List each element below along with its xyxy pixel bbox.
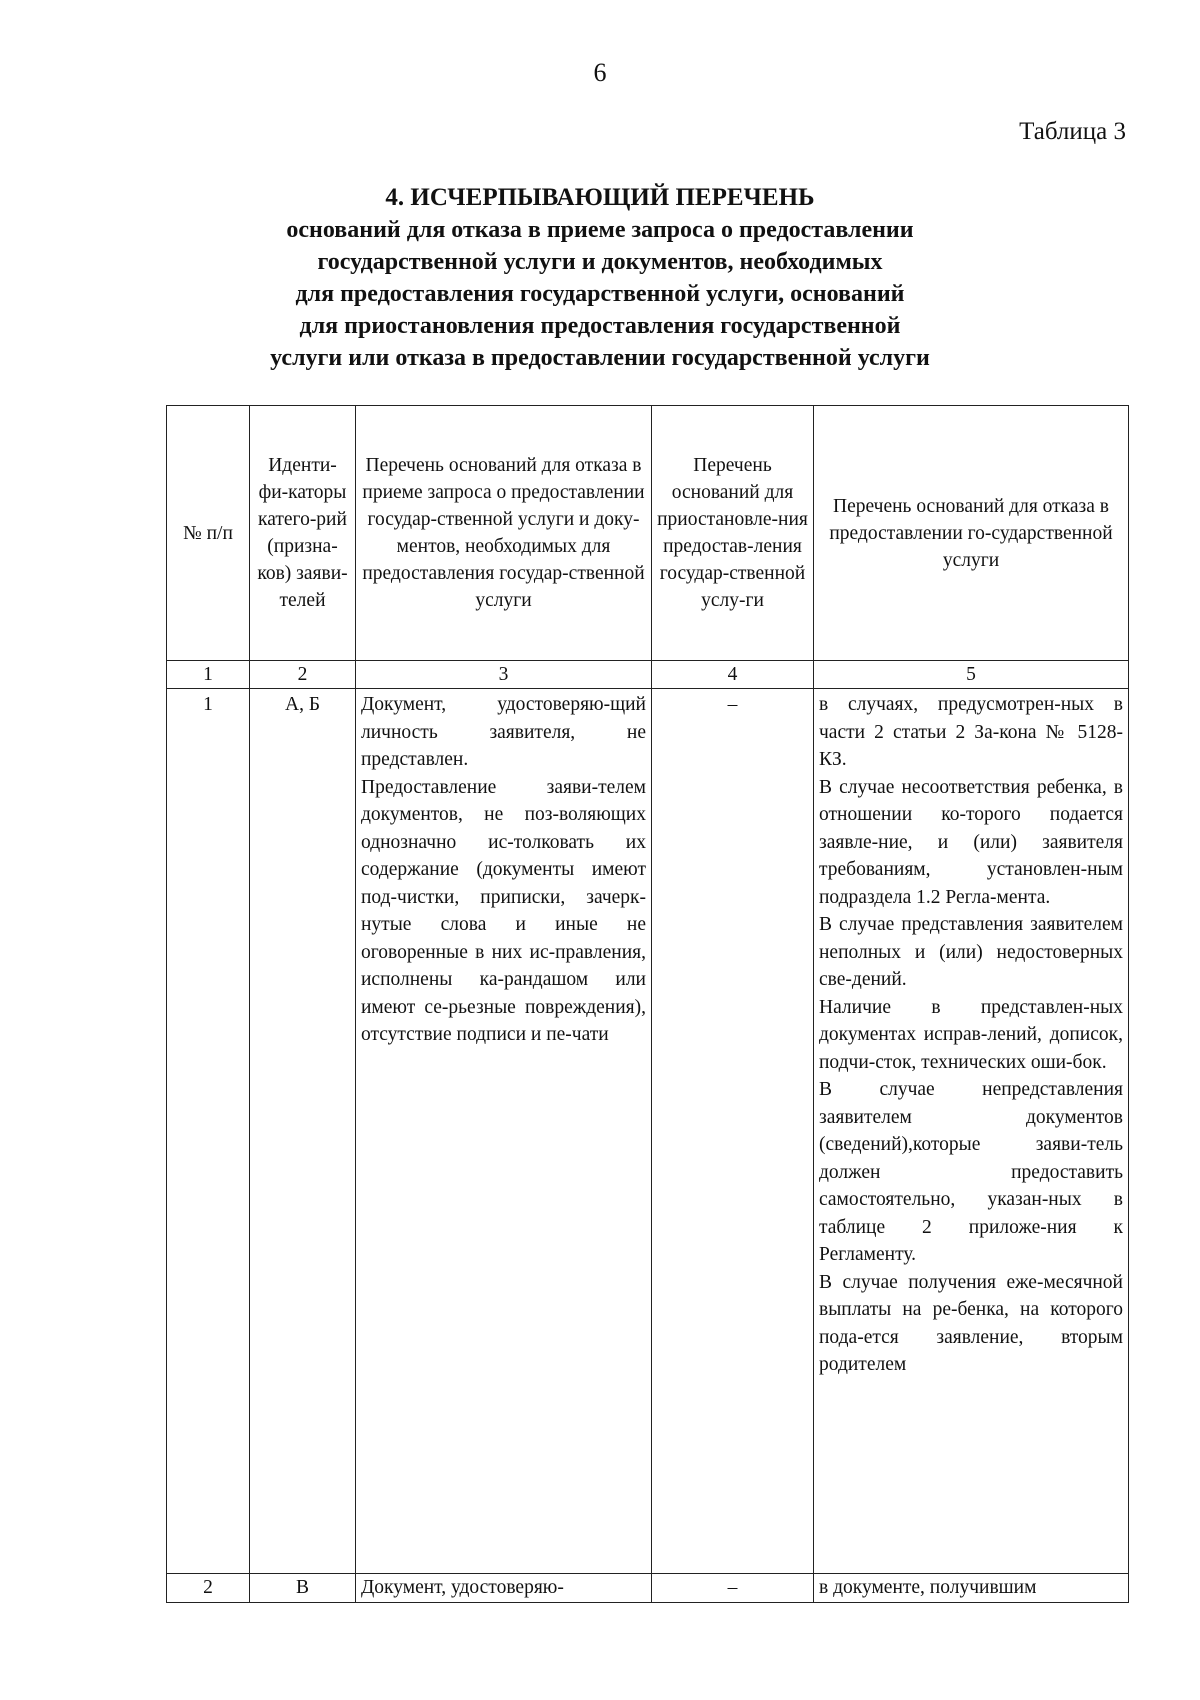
title-main: 4. ИСЧЕРПЫВАЮЩИЙ ПЕРЕЧЕНЬ bbox=[385, 184, 815, 211]
header-row bbox=[167, 406, 1129, 661]
row-refusal-service bbox=[814, 689, 1129, 1574]
section-title bbox=[150, 182, 1050, 374]
paragraph: В случае представления заявителем неполных и (или) недостоверных све-дений. bbox=[819, 914, 1123, 990]
page-number: 6 bbox=[593, 58, 607, 87]
header-identifiers: Иденти-фи-каторы катего-рий (призна-ков) заяви-телей bbox=[250, 406, 356, 661]
column-number: 4 bbox=[652, 661, 814, 689]
title-line: для предоставления государственной услуги, оснований bbox=[295, 281, 905, 307]
title-line: оснований для отказа в приеме запроса о предоставлении bbox=[286, 217, 914, 243]
header-number: № п/п bbox=[167, 406, 250, 661]
table-label: Таблица 3 bbox=[1019, 118, 1126, 145]
column-number: 5 bbox=[814, 661, 1129, 689]
row-identifiers: А, Б bbox=[250, 689, 356, 1574]
title-line: государственной услуги и документов, необходимых bbox=[317, 249, 883, 275]
paragraph: Наличие в представлен-ных документах исправ-лений, дописок, подчи-сток, технических оши-бок. bbox=[819, 996, 1123, 1073]
row-number: 2 bbox=[167, 1574, 250, 1603]
paragraph: Документ, удостоверяю-щий личность заявителя, не представлен. bbox=[361, 694, 646, 770]
column-number: 2 bbox=[250, 661, 356, 689]
table-row bbox=[167, 1574, 1129, 1603]
title-line: для приостановления предоставления государственной bbox=[299, 313, 901, 339]
header-refusal-acceptance: Перечень оснований для отказа в приеме запроса о предоставлении государ-ственной услуги и доку-ментов, необходимых для предоставления государ-ственной услуги bbox=[356, 406, 652, 661]
title-line: услуги или отказа в предоставлении государственной услуги bbox=[270, 345, 930, 371]
paragraph: В случае несоответствия ребенка, в отношении ко-торого подается заявле-ние, и (или) заявителя требованиям, установлен-ным подраздела 1.2 Регла-мента. bbox=[819, 776, 1123, 908]
paragraph: в случаях, предусмотрен-ных в части 2 статьи 2 За-кона № 5128- КЗ. bbox=[819, 694, 1123, 770]
row-refusal-acceptance: Документ, удостоверяю- bbox=[356, 1574, 652, 1603]
paragraph: В случае непредставления заявителем документов (сведений),которые заяви-тель должен предоставить самостоятельно, указан-ных в таблице 2 приложе-ния к Регламенту. bbox=[819, 1079, 1123, 1265]
header-suspension: Перечень оснований для приостановле-ния предостав-ления государ-ственной услу-ги bbox=[652, 406, 814, 661]
column-number: 3 bbox=[356, 661, 652, 689]
row-refusal-acceptance bbox=[356, 689, 652, 1574]
paragraph: В случае получения еже-месячной выплаты на ре-бенка, на которого пода-ется заявление, вторым родителем bbox=[819, 1271, 1123, 1375]
grounds-table bbox=[166, 405, 1129, 1603]
row-identifiers: В bbox=[250, 1574, 356, 1603]
row-suspension: – bbox=[652, 1574, 814, 1603]
column-number-row bbox=[167, 661, 1129, 689]
header-refusal-service: Перечень оснований для отказа в предоставлении го-сударственной услуги bbox=[814, 406, 1129, 661]
row-refusal-service: в документе, получившим bbox=[814, 1574, 1129, 1603]
paragraph: Предоставление заяви-телем документов, не поз-воляющих однозначно ис-толковать их содержание (документы имеют под-чистки, приписки, зачерк-нутые слова и иные не оговоренные в них ис-правления, исполнены ка-рандашом или имеют се-рьезные повреждения), отсутствие подписи и пе-чати bbox=[361, 776, 646, 1045]
row-suspension: – bbox=[652, 689, 814, 1574]
row-number: 1 bbox=[167, 689, 250, 1574]
column-number: 1 bbox=[167, 661, 250, 689]
table-row bbox=[167, 689, 1129, 1574]
